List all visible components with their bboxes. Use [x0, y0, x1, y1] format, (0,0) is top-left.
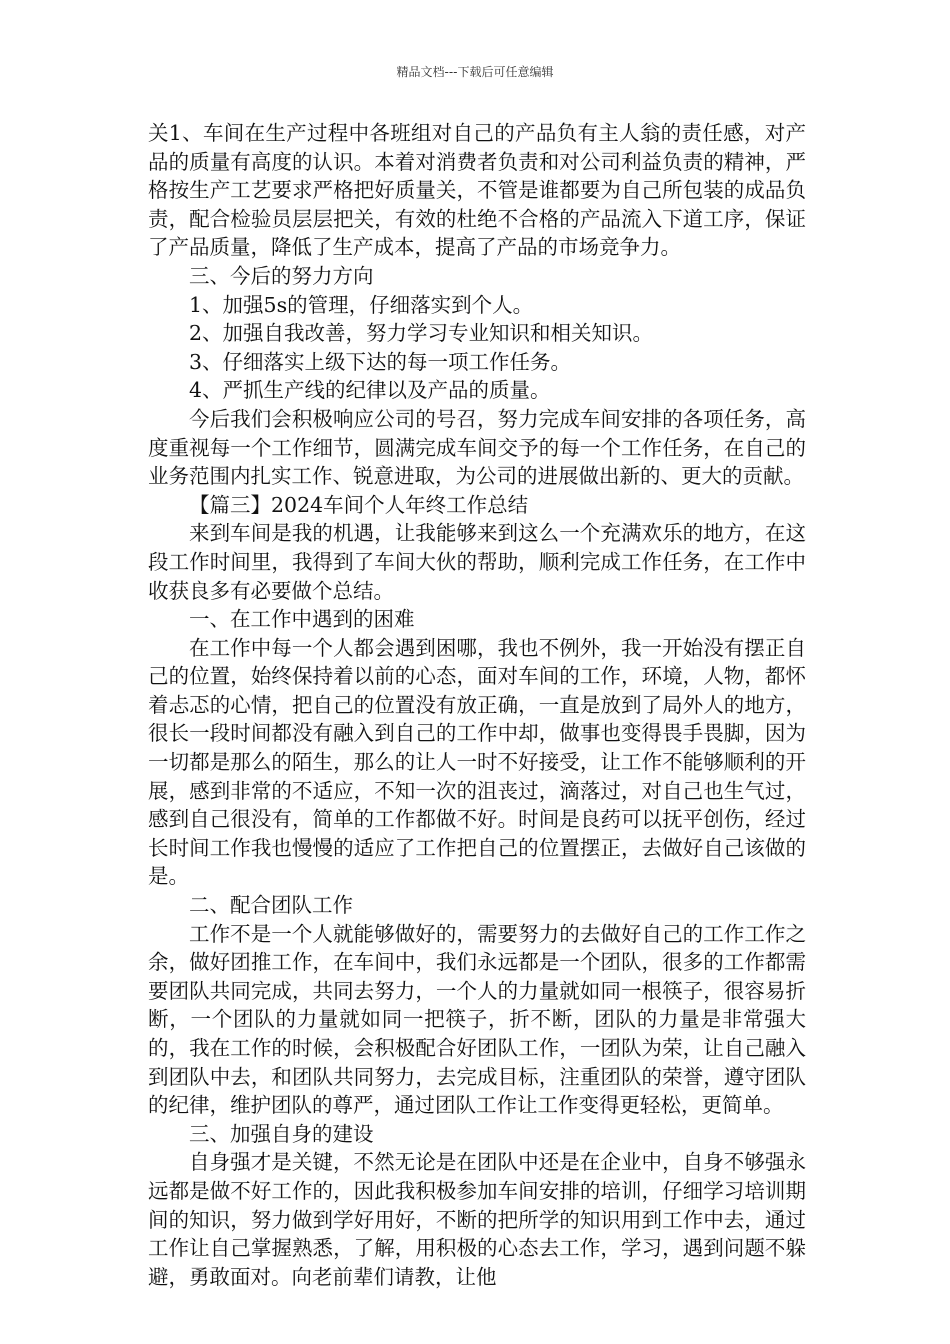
section-heading-future-direction: 三、今后的努力方向: [189, 263, 374, 288]
list-item-discipline: 4、严抓生产线的纪律以及产品的质量。: [189, 378, 551, 403]
paragraph-commitment: 今后我们会积极响应公司的号召，努力完成车间安排的各项任务，高度重视每一个工作细节，圆满完成车间交予的每一个工作任务，在自己的业务范围内扎实工作、锐意进取，为公司的进展做出新的、更大的贡献。: [148, 406, 806, 489]
section-heading-self-building: 三、加强自身的建设: [189, 1121, 374, 1146]
page-header: 精品文档---下载后可任意编辑: [396, 65, 554, 79]
paragraph-quality-control: 关1、车间在生产过程中各班组对自己的产品负有主人翁的责任感，对产品的质量有高度的认识。本着对消费者负责和对公司利益负责的精神，严格按生产工艺要求严格把好质量关，不管是谁都要为自己所包装的成品负责，配合检验员层层把关，有效的杜绝不合格的产品流入下道工序，保证了产品质量，降低了生产成本，提高了产品的市场竞争力。: [148, 121, 806, 260]
paragraph-teamwork: 工作不是一个人就能够做好的，需要努力的去做好自己的工作工作之余，做好团推工作，在车间中，我们永远都是一个团队，很多的工作都需要团队共同完成，共同去努力，一个人的力量就如同一根筷子，很容易折断，一个团队的力量就如同一把筷子，折不断，团队的力量是非常强大的，我在工作的时候，会积极配合好团队工作，一团队为荣，让自己融入到团队中去，和团队共同努力，去完成目标，注重团队的荣誉，遵守团队的纪律，维护团队的尊严，通过团队工作让工作变得更轻松，更简单。: [148, 921, 806, 1118]
paragraph-self-building: 自身强才是关键，不然无论是在团队中还是在企业中，自身不够强永远都是做不好工作的，因此我积极参加车间安排的培训，仔细学习培训期间的知识，努力做到学好用好，不断的把所学的知识用到工作中去，通过工作让自己掌握熟悉，了解，用积极的心态去工作，学习，遇到问题不躲避，勇敢面对。向老前辈们请教，让他: [148, 1150, 806, 1289]
paragraph-difficulties: 在工作中每一个人都会遇到困哪，我也不例外，我一开始没有摆正自己的位置，始终保持着以前的心态，面对车间的工作，环境，人物，都怀着忐忑的心情，把自己的位置没有放正确，一直是放到了局外人的地方，很长一段时间都没有融入到自己的工作中却，做事也变得畏手畏脚，因为一切都是那么的陌生，那么的让人一时不好接受，让工作不能够顺利的开展，感到非常的不适应，不知一次的沮丧过，滴落过，对自己也生气过，感到自己很没有，简单的工作都做不好。时间是良药可以抚平创伤，经过长时间工作我也慢慢的适应了工作把自己的位置摆正，去做好自己该做的是。: [148, 635, 806, 889]
document-body: [148, 119, 806, 1291]
article-title-part-three: 【篇三】2024车间个人年终工作总结: [189, 492, 529, 517]
section-heading-difficulties: 一、在工作中遇到的困难: [189, 607, 415, 632]
list-item-self-improvement: 2、加强自我改善，努力学习专业知识和相关知识。: [189, 321, 654, 346]
paragraph-intro: 来到车间是我的机遇，让我能够来到这么一个充满欢乐的地方，在这段工作时间里，我得到了车间大伙的帮助，顺利完成工作任务，在工作中收获良多有必要做个总结。: [148, 521, 806, 603]
list-item-tasks: 3、仔细落实上级下达的每一项工作任务。: [189, 349, 572, 374]
list-item-5s: 1、加强5s的管理，仔细落实到个人。: [189, 292, 534, 317]
section-heading-teamwork: 二、配合团队工作: [189, 893, 353, 918]
